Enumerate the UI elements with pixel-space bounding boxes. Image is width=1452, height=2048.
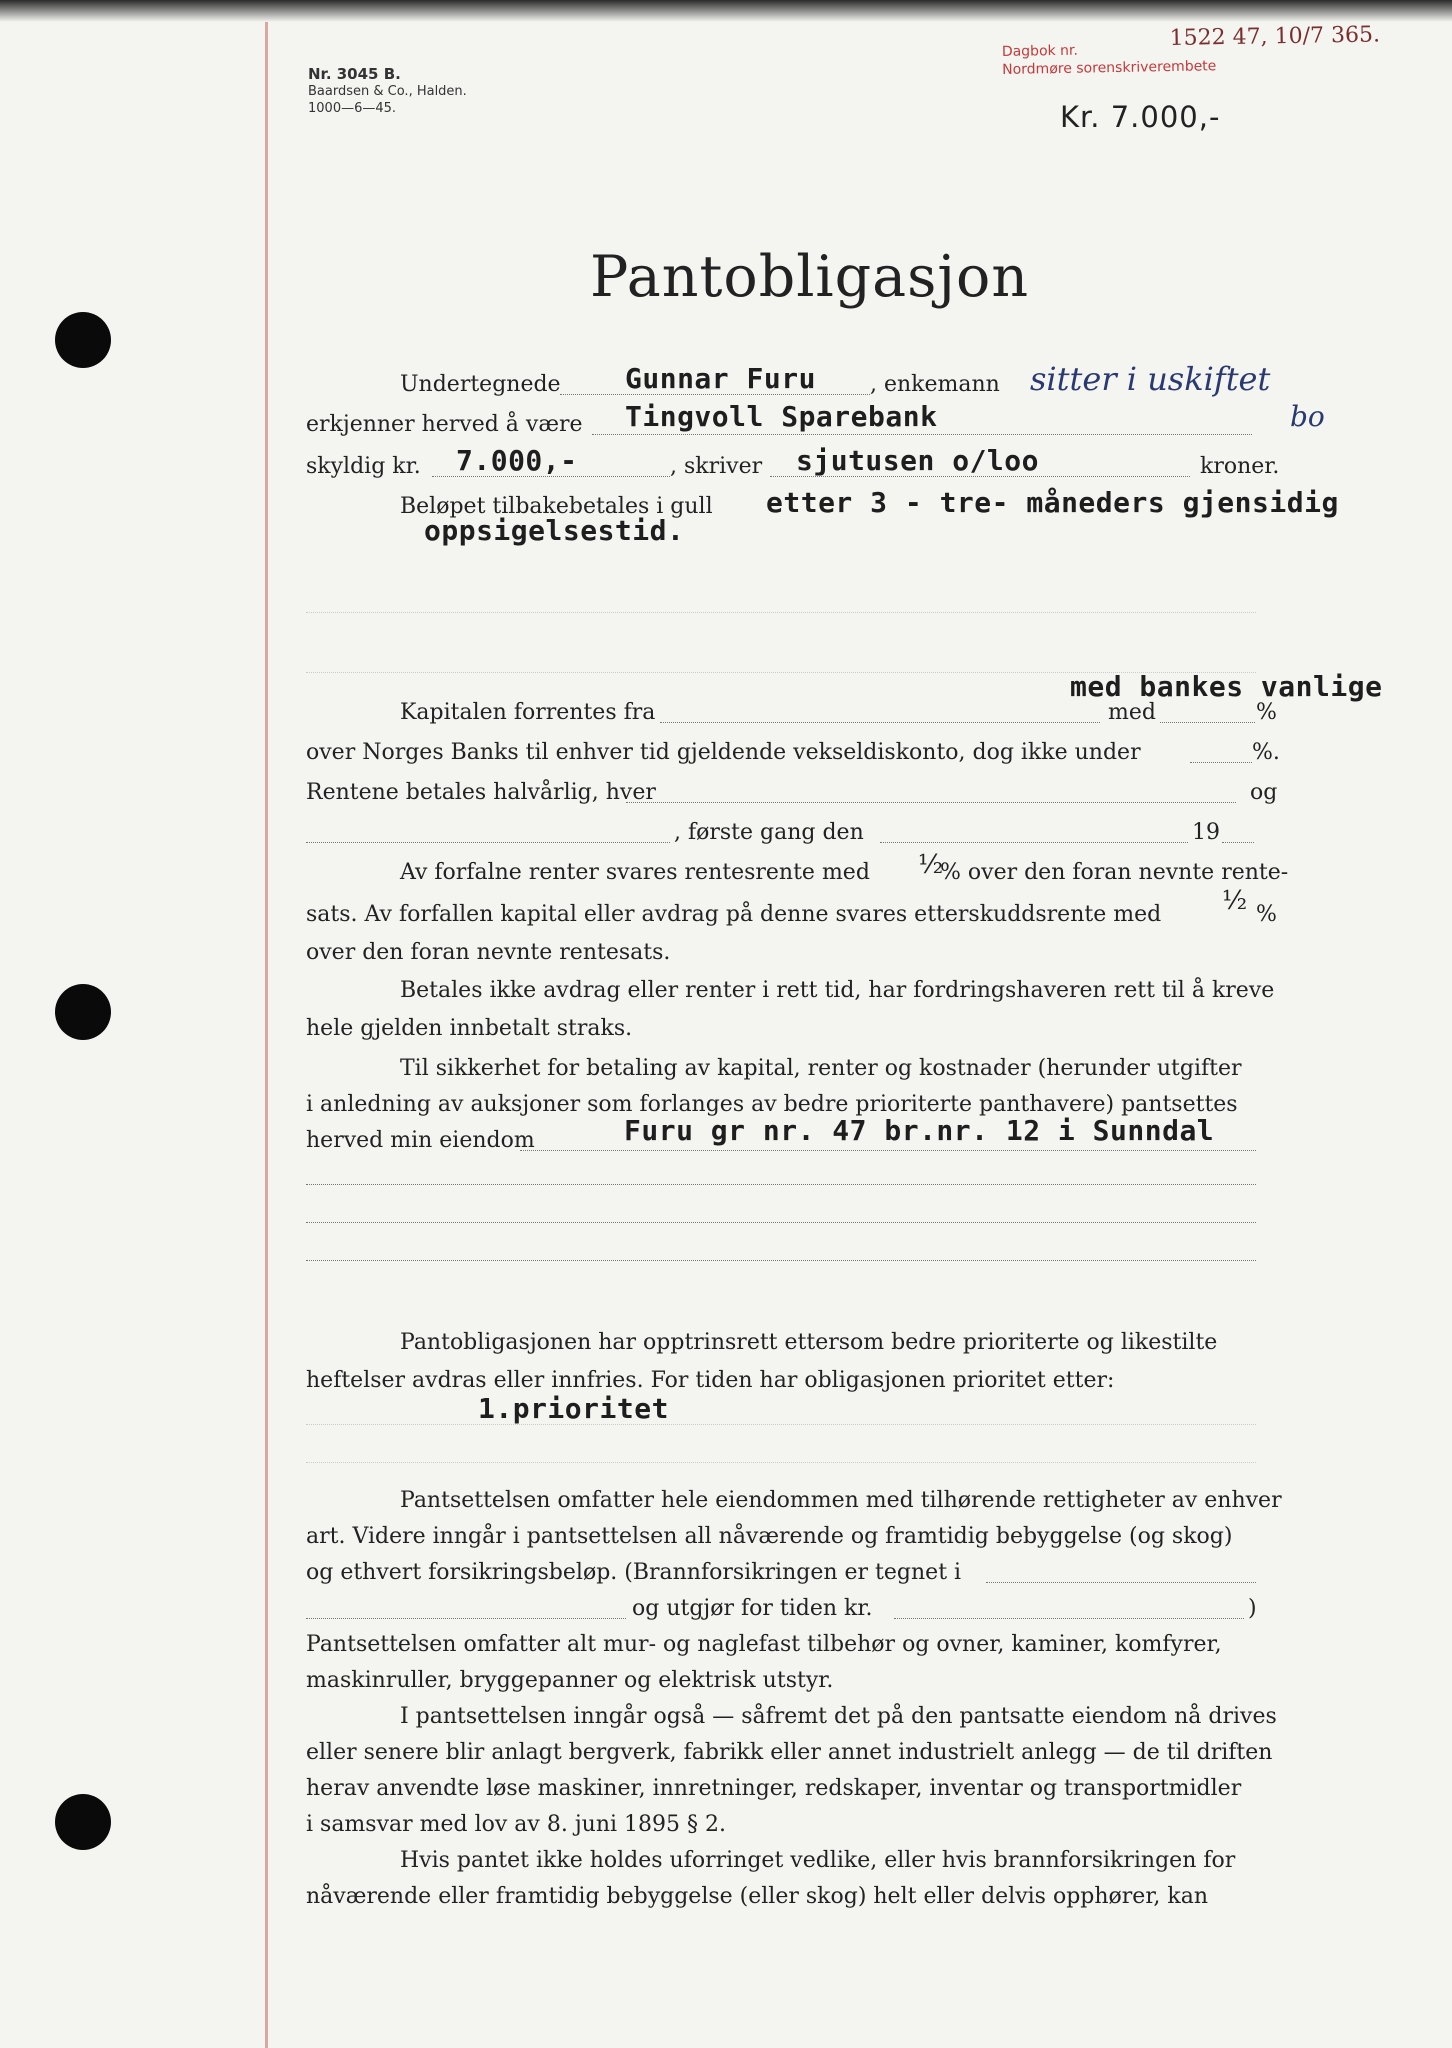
dotted-line — [306, 1222, 1256, 1223]
vedlike-text-2: nåværende eller framtidig bebyggelse (eller skog) helt eller delvis opphører, kan — [306, 1884, 1209, 1909]
vekseldiskonto-text: over Norges Banks til enhver tid gjeldende vekseldiskonto, dog ikke under — [306, 740, 1141, 765]
dotted-line — [306, 1184, 1256, 1185]
industri-text-2: eller senere blir anlagt bergverk, fabrikk eller annet industrielt anlegg — de til driften — [306, 1740, 1273, 1765]
opptrinsrett-text-2: heftelser avdras eller innfries. For tiden har obligasjonen prioritet etter: — [306, 1368, 1115, 1393]
scan-edge-shadow — [0, 0, 1452, 22]
industri-text-1: I pantsettelsen inngår også — såfremt det på den pantsatte eiendom nå drives — [400, 1704, 1277, 1729]
punch-hole — [55, 1794, 111, 1850]
sikkerhet-text-2: i anledning av auksjoner som forlanges av bedre prioriterte panthavere) pantsettes — [306, 1092, 1238, 1117]
punch-hole — [55, 312, 111, 368]
opptrinsrett-text-1: Pantobligasjonen har opptrinsrett ettersom bedre prioriterte og likestilte — [400, 1330, 1218, 1355]
dotted-line — [660, 722, 1100, 723]
closing-paren: ) — [1248, 1596, 1257, 1621]
label-erkjenner: erkjenner herved å være — [306, 412, 583, 437]
dotted-line — [986, 1582, 1256, 1583]
amount-words: sjutusen o/loo — [796, 444, 1040, 477]
rentesrente-text-2: % over den foran nevnte rente- — [940, 860, 1289, 885]
header-amount: Kr. 7.000,- — [1060, 100, 1221, 134]
vedlike-text-1: Hvis pantet ikke holdes uforringet vedlike, eller hvis brannforsikringen for — [400, 1848, 1236, 1873]
label-forste-gang: , første gang den — [674, 820, 864, 845]
omfatter-text-2: art. Videre inngår i pantsettelsen all nåværende og framtidig bebyggelse (og skog) — [306, 1524, 1233, 1549]
omfatter-text-3: og ethvert forsikringsbeløp. (Brannforsikringen er tegnet i — [306, 1560, 962, 1585]
dotted-line — [592, 434, 1252, 435]
print-run: 1000—6—45. — [308, 101, 397, 116]
repayment-terms-1: etter 3 - tre- måneders gjensidig — [766, 486, 1339, 519]
rate-half-2: ½ — [1222, 886, 1248, 916]
handwritten-note-2: bo — [1290, 400, 1325, 433]
dotted-line — [306, 1260, 1256, 1261]
amount-digits: 7.000,- — [456, 444, 578, 477]
dotted-line — [1222, 842, 1254, 843]
form-number: Nr. 3045 B. — [308, 65, 401, 83]
tilbehor-text-2: maskinruller, bryggepanner og elektrisk utstyr. — [306, 1668, 834, 1693]
dotted-line — [520, 1150, 1256, 1151]
dotted-line — [894, 1618, 1244, 1619]
label-undertegnede: Undertegnede — [400, 372, 561, 397]
label-med: med — [1108, 700, 1156, 725]
industri-text-4: i samsvar med lov av 8. juni 1895 § 2. — [306, 1812, 726, 1837]
label-kroner: kroner. — [1200, 454, 1280, 479]
pct-sign: %. — [1252, 740, 1280, 765]
label-eiendom: herved min eiendom — [306, 1128, 535, 1153]
interest-rate-note: med bankes vanlige — [1070, 670, 1383, 703]
stamp-ref-number: 1522 47, 10/7 — [1169, 23, 1325, 52]
debtor-status: , enkemann — [870, 372, 1000, 397]
debtor-name: Gunnar Furu — [625, 362, 816, 395]
label-belopet: Beløpet tilbakebetales i gull — [400, 494, 713, 519]
omfatter-text-1: Pantsettelsen omfatter hele eiendommen med tilhørende rettigheter av enhver — [400, 1488, 1282, 1513]
rentesats-text: over den foran nevnte rentesats. — [306, 940, 671, 965]
repayment-terms-2: oppsigelsestid. — [424, 514, 685, 547]
document-title: Pantobligasjon — [590, 244, 1030, 310]
etterskudd-text: sats. Av forfallen kapital eller avdrag på denne svares etterskuddsrente med — [306, 902, 1162, 927]
dotted-line — [1190, 762, 1252, 763]
faint-line — [306, 612, 1256, 613]
priority-value: 1.prioritet — [478, 1392, 669, 1425]
registry-stamp — [1001, 22, 1381, 79]
pct-sign: % — [1256, 902, 1277, 927]
dotted-line — [626, 802, 1236, 803]
rate-half: ½ — [918, 850, 944, 880]
faint-line — [306, 1462, 1256, 1463]
industri-text-3: herav anvendte løse maskiner, innretninger, redskaper, inventar og transportmidler — [306, 1776, 1242, 1801]
page-number: 365. — [1330, 22, 1381, 49]
stamp-reference — [1169, 22, 1381, 52]
printer-name: Baardsen & Co., Halden. — [308, 84, 467, 99]
pct-sign: % — [1256, 700, 1277, 725]
dotted-line — [880, 842, 1188, 843]
label-og: og — [1250, 780, 1278, 805]
margin-rule — [265, 22, 268, 2048]
creditor-name: Tingvoll Sparebank — [625, 400, 938, 433]
handwritten-note: sitter i uskiftet — [1030, 360, 1271, 398]
label-rentene: Rentene betales halvårlig, hver — [306, 780, 656, 805]
omfatter-text-4: og utgjør for tiden kr. — [632, 1596, 873, 1621]
label-skyldig: skyldig kr. — [306, 454, 421, 479]
faint-line — [306, 1424, 1256, 1425]
betales-text-2: hele gjelden innbetalt straks. — [306, 1016, 633, 1041]
tilbehor-text-1: Pantsettelsen omfatter alt mur- og naglefast tilbehør og ovner, kaminer, komfyrer, — [306, 1632, 1222, 1657]
dotted-line — [306, 842, 670, 843]
rentesrente-text: Av forfalne renter svares rentesrente med — [400, 860, 870, 885]
form-print-info — [308, 66, 467, 117]
property-description: Furu gr nr. 47 br.nr. 12 i Sunndal — [624, 1114, 1215, 1147]
stamp-line-2: Nordmøre sorenskriverembete — [1002, 58, 1217, 78]
punch-hole — [55, 984, 111, 1040]
label-year: 19 — [1192, 820, 1220, 845]
sikkerhet-text-1: Til sikkerhet for betaling av kapital, renter og kostnader (herunder utgifter — [400, 1056, 1242, 1081]
dotted-line — [1160, 722, 1255, 723]
label-skriver: , skriver — [670, 454, 763, 479]
betales-text-1: Betales ikke avdrag eller renter i rett tid, har fordringshaveren rett til å kreve — [400, 978, 1275, 1003]
dotted-line — [306, 1618, 626, 1619]
stamp-line-1: Dagbok nr. — [1001, 42, 1079, 60]
label-kapitalen: Kapitalen forrentes fra — [400, 700, 656, 725]
